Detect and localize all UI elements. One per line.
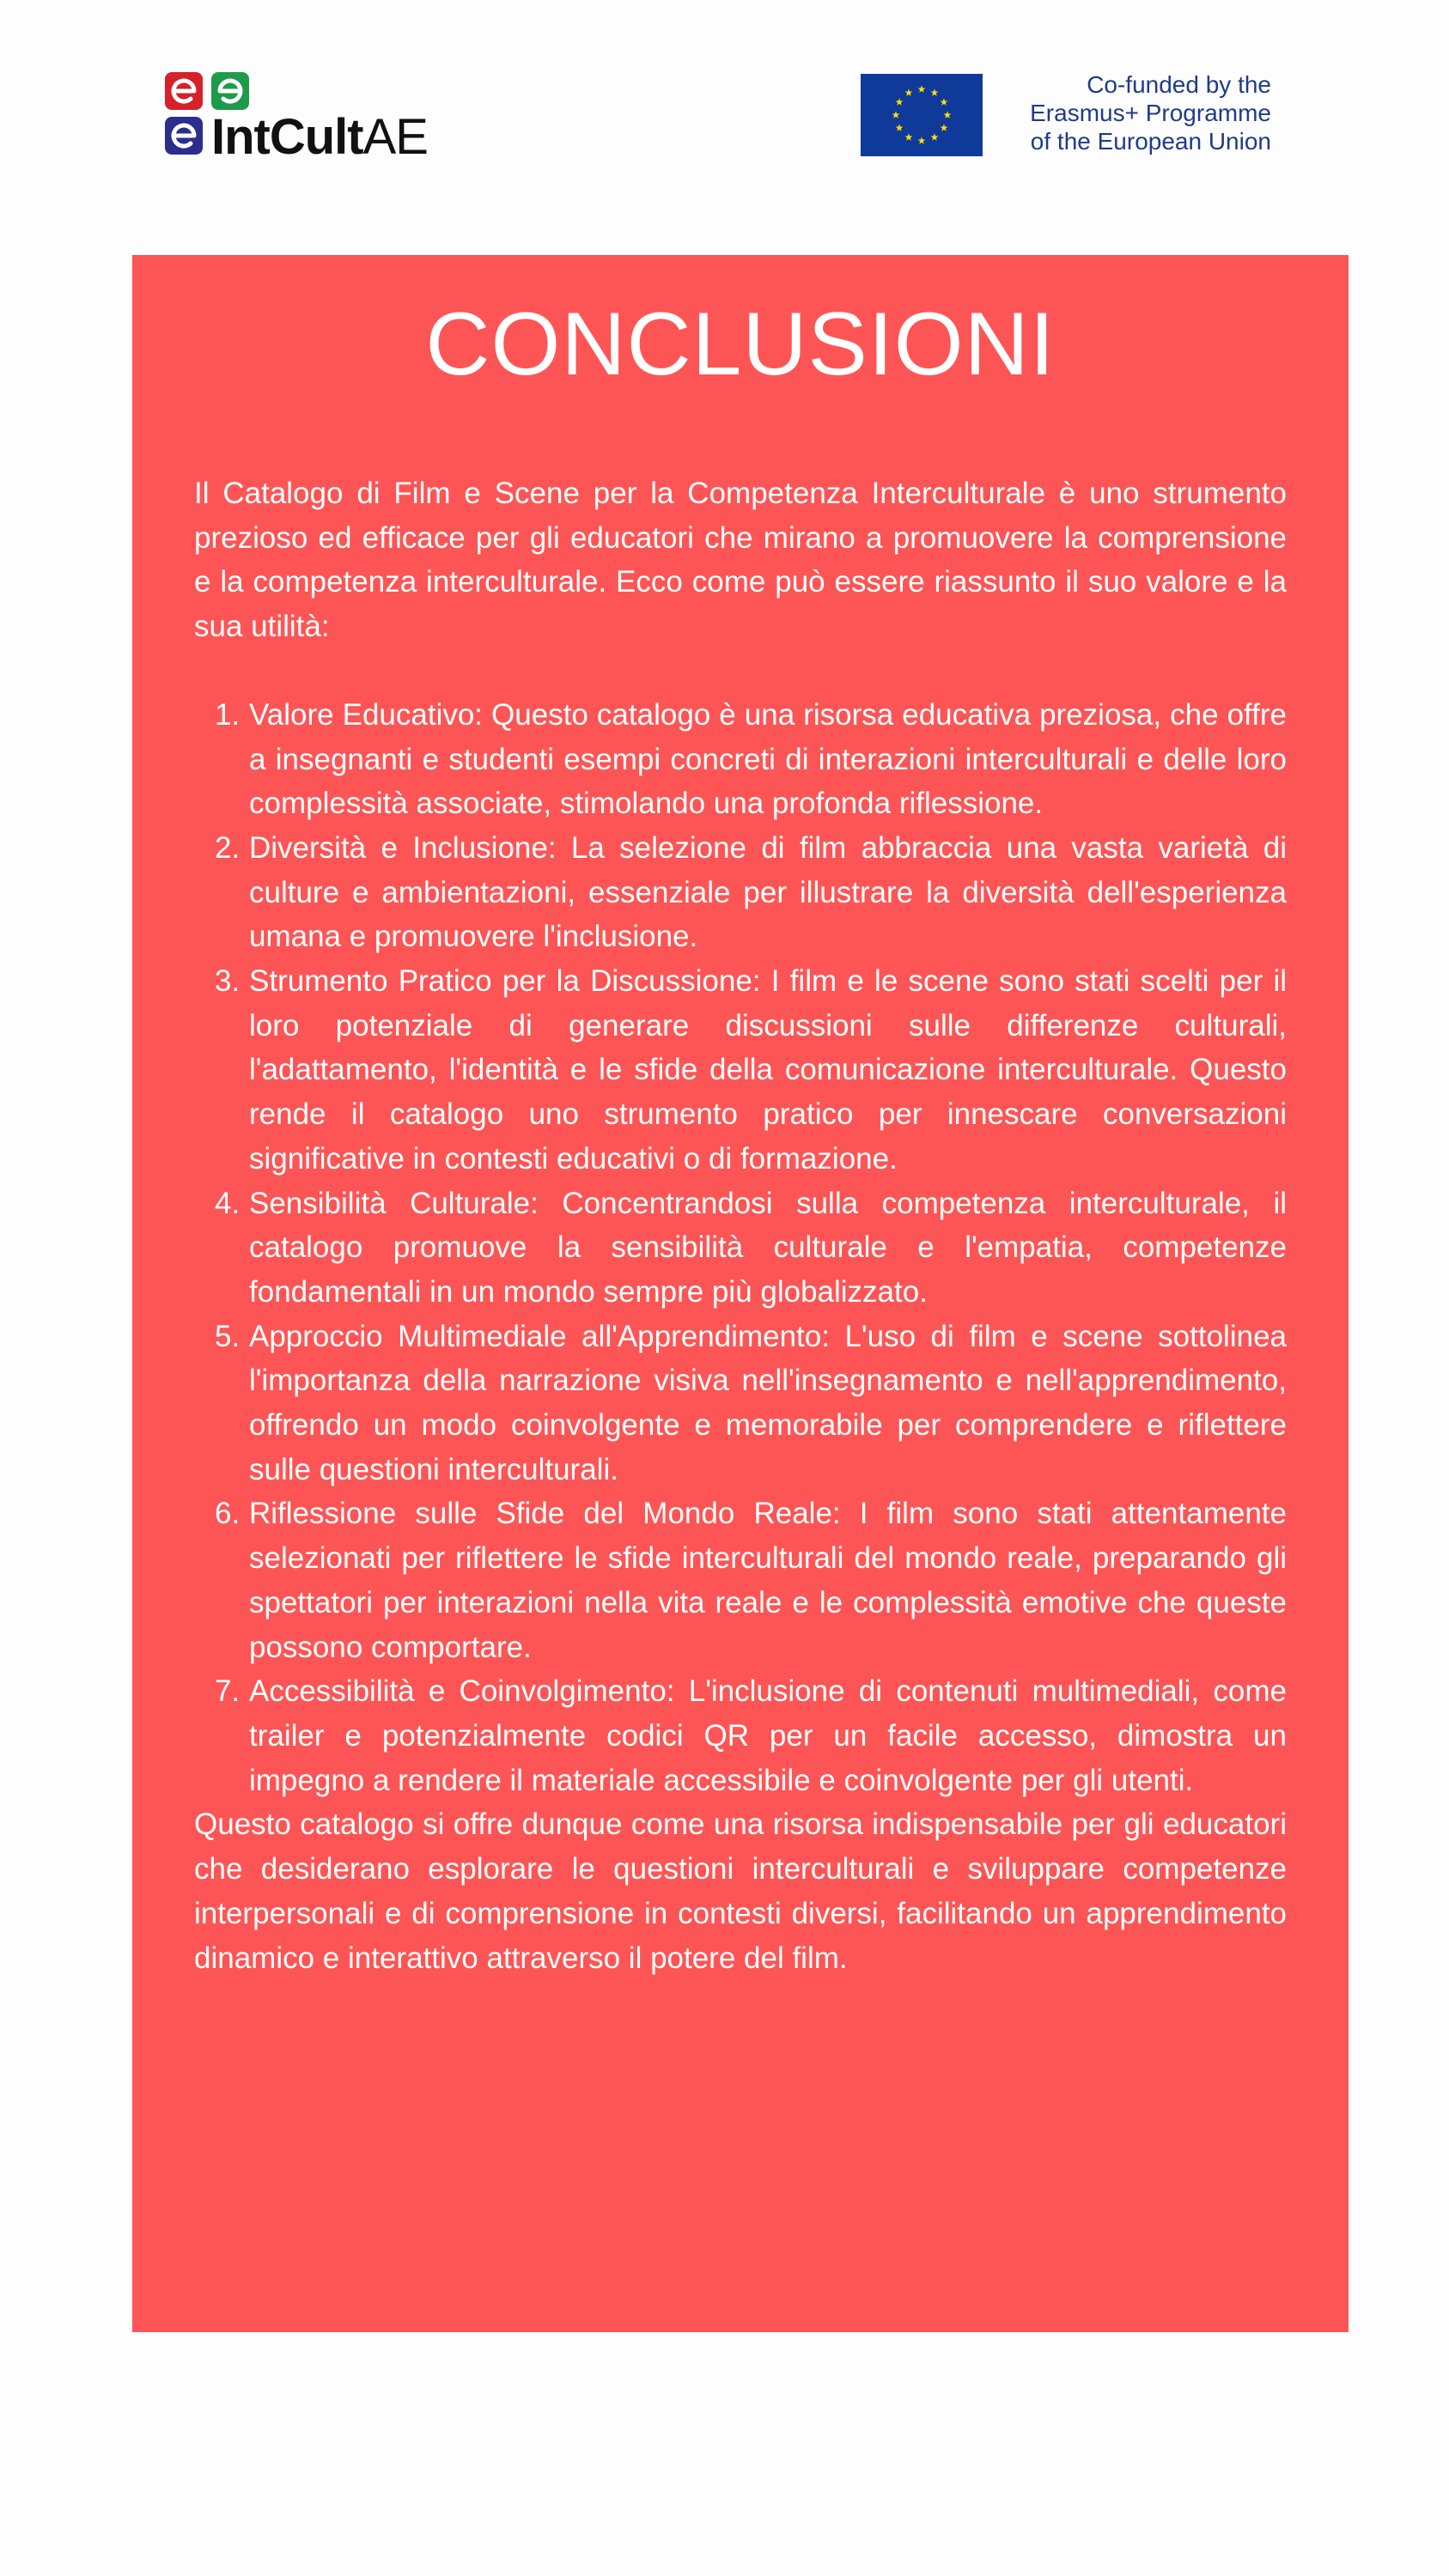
eu-star-icon (931, 88, 939, 95)
conclusions-body (194, 471, 1287, 1980)
list-item: 3. Strumento Pratico per la Discussione: I film e le scene sono stati scelti per il loro potenziale di generare discussioni sulle differenze culturali, l'adattamento, l'identità e le sfide della comunicazione interculturale. Questo rende il catalogo uno strumento pratico per innescare conversazioni significative in contesti educativi o di formazione. (215, 964, 1287, 1176)
conclusions-panel (132, 255, 1349, 2332)
eu-star-icon (896, 124, 904, 131)
list-item: 2. Diversità e Inclusione: La selezione di film abbraccia una vasta varietà di culture e ambientazioni, essenziale per illustrare la diversità dell'esperienza umana e promuovere l'inclusione. (215, 830, 1287, 954)
conclusion-paragraph: Questo catalogo si offre dunque come una risorsa indispensabile per gli educatori che desiderano esplorare le questioni interculturali e sviluppare competenze interpersonali e di comprensione in contesti diversi, facilitando un apprendimento dinamico e interattivo attraverso il potere del film. (194, 1807, 1287, 1975)
list-item: 1. Valore Educativo: Questo catalogo è una risorsa educativa preziosa, che offre a insegnanti e studenti esempi concreti di interazioni interculturali e delle loro complessità associate, stimolando una profonda riflessione. (215, 697, 1287, 821)
list-item: 4. Sensibilità Culturale: Concentrandosi sulla competenza interculturale, il catalogo promuove la sensibilità culturale e l'empatia, competenze fondamentali in un mondo sempre più globalizzato. (215, 1186, 1287, 1309)
eu-star-icon (905, 133, 913, 140)
eu-star-icon (918, 85, 926, 92)
intcultae-blue-mark-icon (165, 115, 216, 167)
page-title: CONCLUSIONI (425, 295, 1056, 394)
eu-star-icon (931, 133, 939, 140)
eu-star-icon (941, 98, 948, 105)
list-item: 6. Riflessione sulle Sfide del Mondo Reale: I film sono stati attentamente selezionati per riflettere le sfide interculturali del mondo reale, preparando gli spettatori per interazioni nella vita reale e le complessità emotive che queste possono comportare. (215, 1497, 1287, 1664)
eu-star-icon (944, 111, 952, 118)
list-item: 5. Approccio Multimediale all'Apprendimento: L'uso di film e scene sottolinea l'importanza della narrazione visiva nell'insegnamento e nell'apprendimento, offrendo un modo coinvolgente e memorabile per comprendere e riflettere sulle questioni interculturali. (215, 1319, 1287, 1486)
intcultae-logo (165, 70, 428, 165)
eu-star-icon (896, 98, 904, 105)
eu-cofunded-logo (861, 70, 1273, 160)
eu-cofunded-text (996, 70, 1271, 155)
eu-text-line-2: Erasmus+ Programme (1030, 100, 1271, 126)
eu-text-line-3: of the European Union (1030, 128, 1271, 155)
intcultae-wordmark: IntCultAE (211, 109, 428, 165)
eu-star-icon (941, 124, 948, 131)
intro-paragraph: Il Catalogo di Film e Scene per la Competenza Interculturale è uno strumento prezioso ed efficace per gli educatori che mirano a promuovere la comprensione e la competenza interculturale. Ecco come può essere riassunto il suo valore e la sua utilità: (194, 477, 1287, 644)
eu-star-icon (918, 137, 926, 143)
list-item: 7. Accessibilità e Coinvolgimento: L'inclusione di contenuti multimediali, come trailer e potenzialmente codici QR per un facile accesso, dimostra un impegno a rendere il materiale accessibile e coinvolgente per gli utenti. (215, 1674, 1287, 1797)
eu-flag-icon (861, 74, 983, 156)
eu-star-icon (892, 111, 900, 118)
eu-star-icon (905, 88, 913, 95)
conclusions-list (194, 693, 1287, 1803)
eu-text-line-1: Co-funded by the (1087, 71, 1271, 98)
